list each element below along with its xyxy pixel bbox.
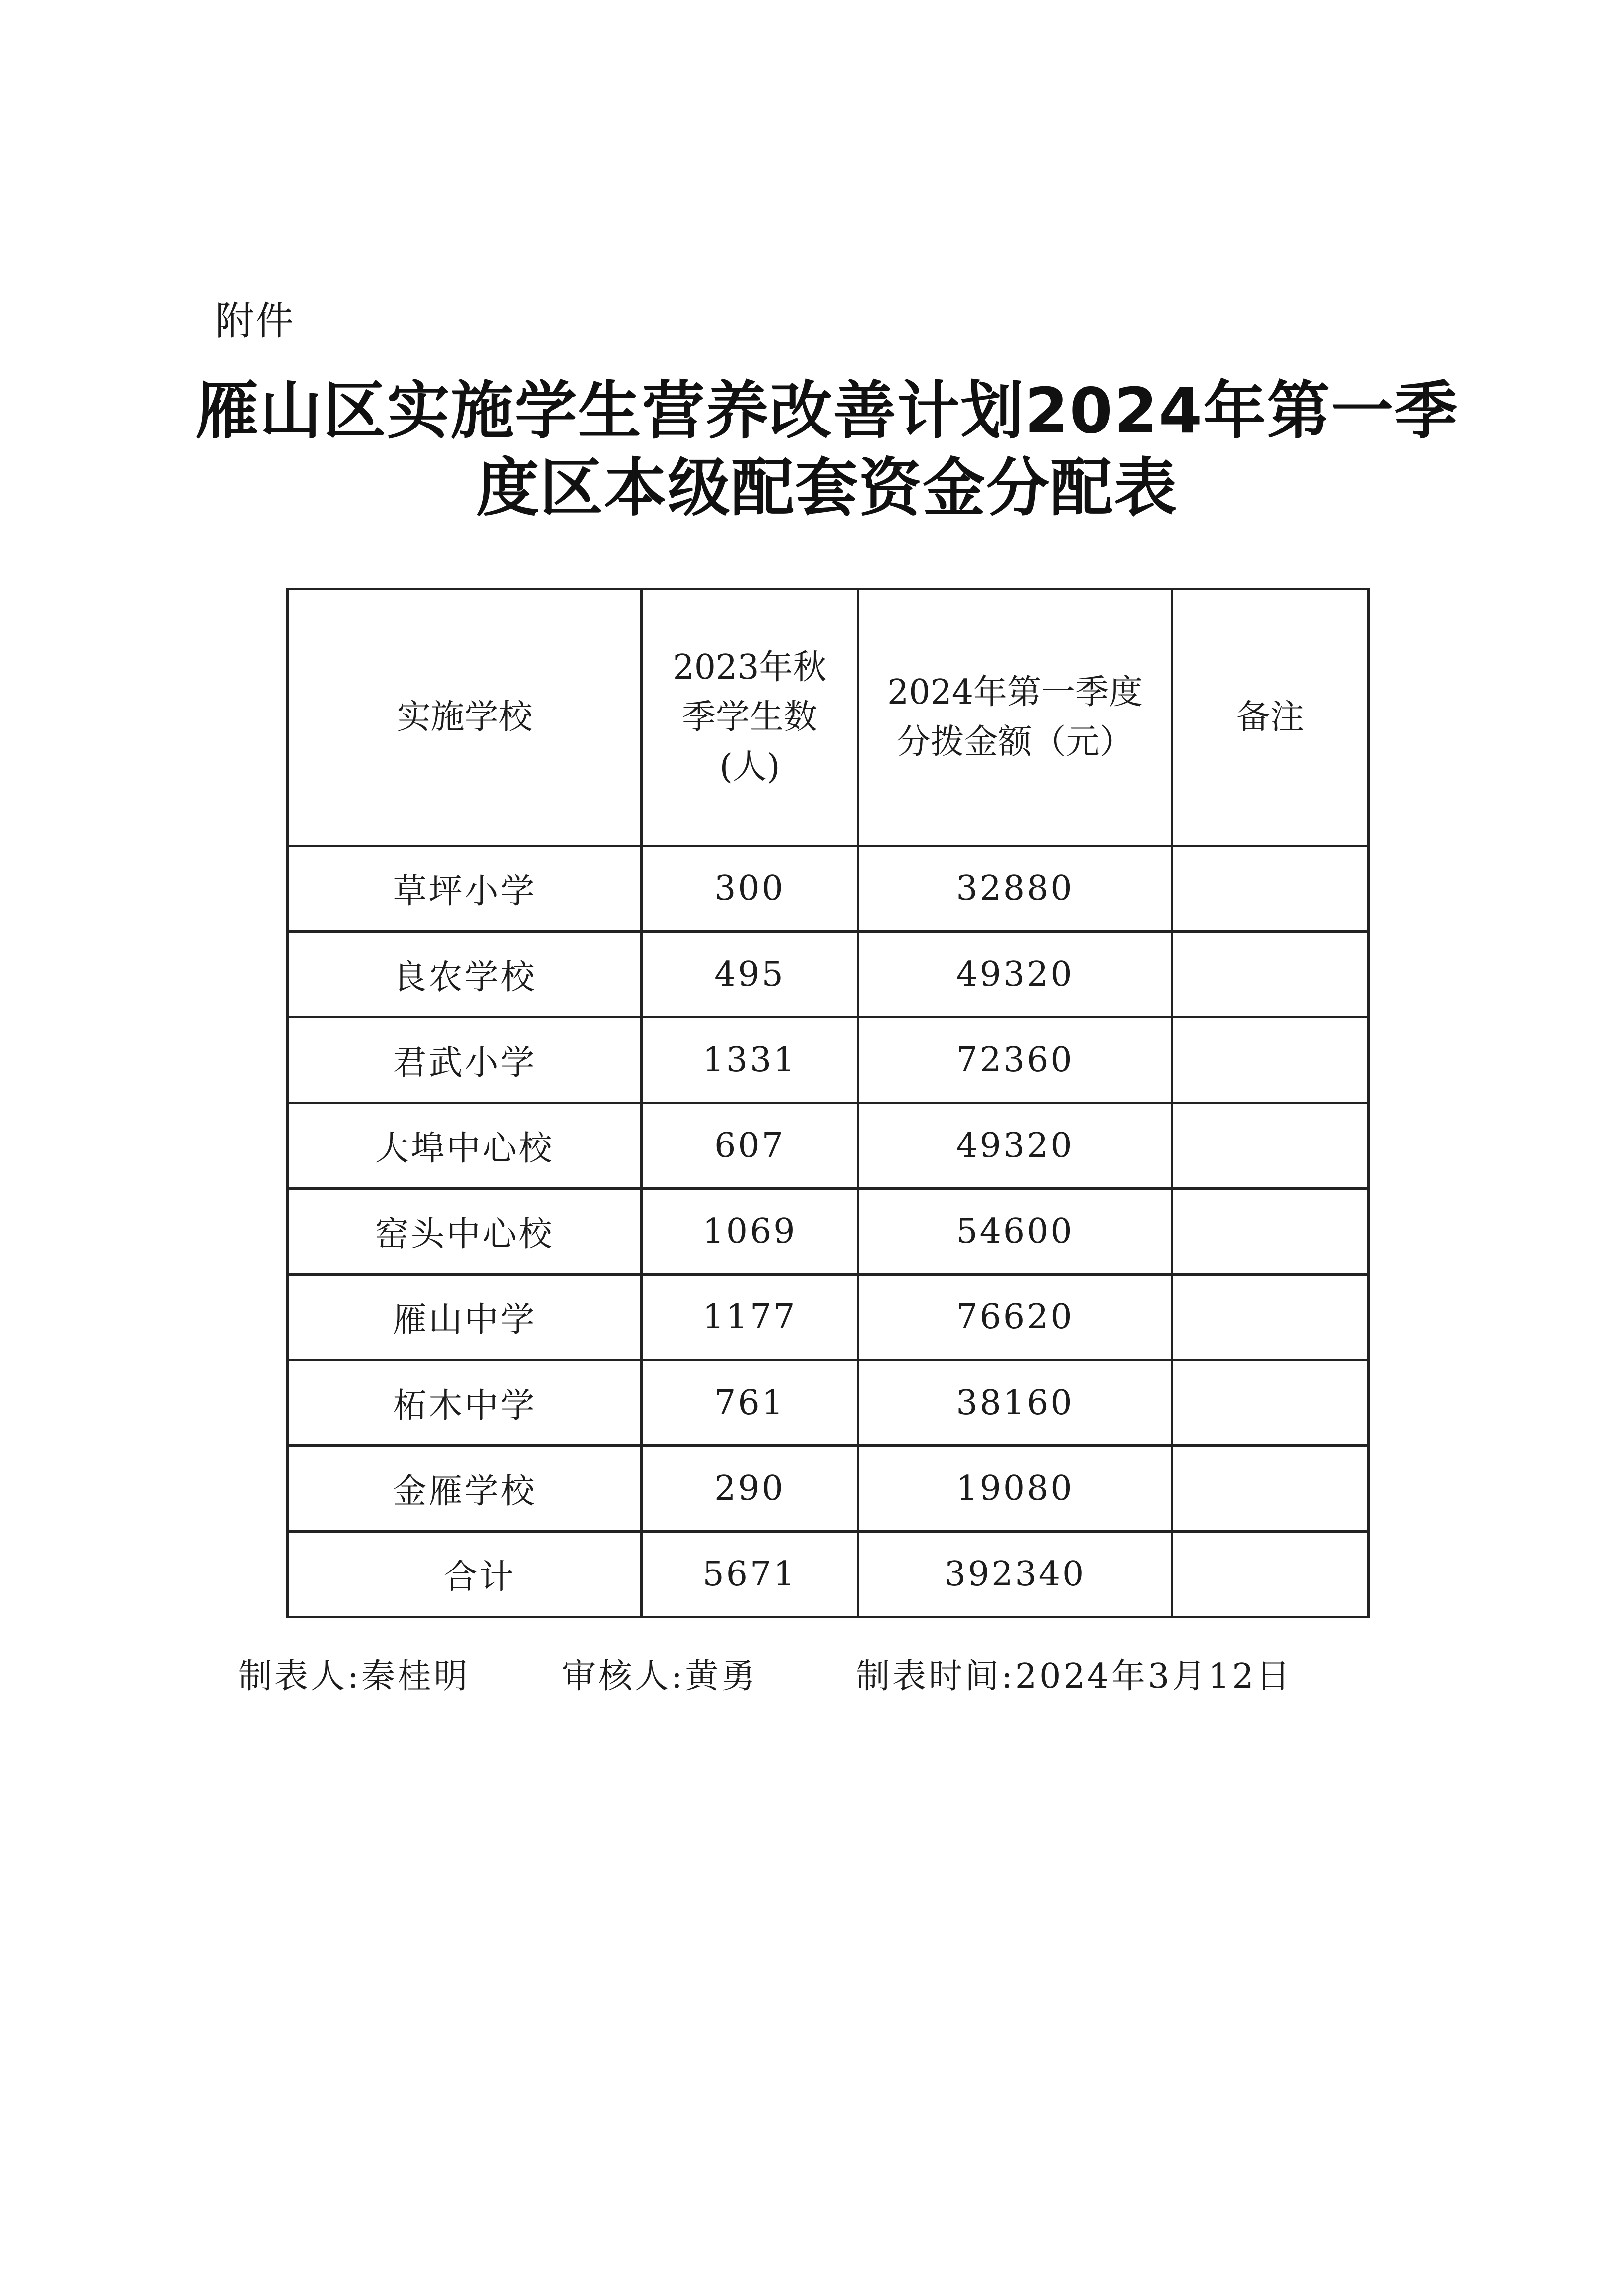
table-header-row <box>288 589 1369 846</box>
remark-cell <box>1172 846 1369 932</box>
remark-cell <box>1172 1017 1369 1103</box>
student-count: 290 <box>642 1446 858 1532</box>
table-row <box>288 1275 1369 1360</box>
school-name: 金雁学校 <box>288 1446 642 1532</box>
total-students: 5671 <box>642 1532 858 1617</box>
student-count: 1177 <box>642 1275 858 1360</box>
allocation-amount: 54600 <box>858 1189 1172 1275</box>
header-school: 实施学校 <box>288 589 642 846</box>
school-name: 大埠中心校 <box>288 1103 642 1189</box>
remark-cell <box>1172 932 1369 1017</box>
school-name: 君武小学 <box>288 1017 642 1103</box>
allocation-amount: 76620 <box>858 1275 1172 1360</box>
header-amount: 2024年第一季度分拨金额（元） <box>858 589 1172 846</box>
school-name: 雁山中学 <box>288 1275 642 1360</box>
remark-cell <box>1172 1446 1369 1532</box>
table-row <box>288 1360 1369 1446</box>
student-count: 495 <box>642 932 858 1017</box>
school-name: 柘木中学 <box>288 1360 642 1446</box>
student-count: 1069 <box>642 1189 858 1275</box>
table-row <box>288 1189 1369 1275</box>
allocation-amount: 49320 <box>858 932 1172 1017</box>
table-row <box>288 932 1369 1017</box>
school-name: 窑头中心校 <box>288 1189 642 1275</box>
remark-cell <box>1172 1275 1369 1360</box>
preparer-label: 制表人:秦桂明 <box>238 1657 470 1696</box>
table-row <box>288 1103 1369 1189</box>
table-row <box>288 1017 1369 1103</box>
allocation-amount: 19080 <box>858 1446 1172 1532</box>
total-label: 合计 <box>288 1532 642 1617</box>
remark-cell <box>1172 1189 1369 1275</box>
reviewer-label: 审核人:黄勇 <box>562 1657 758 1696</box>
allocation-amount: 49320 <box>858 1103 1172 1189</box>
total-row <box>288 1532 1369 1617</box>
school-name: 良农学校 <box>288 932 642 1017</box>
total-amount: 392340 <box>858 1532 1172 1617</box>
total-remark <box>1172 1532 1369 1617</box>
table-row <box>288 1446 1369 1532</box>
remark-cell <box>1172 1103 1369 1189</box>
table-row <box>288 846 1369 932</box>
attachment-label: 附件 <box>215 299 295 344</box>
school-name: 草坪小学 <box>288 846 642 932</box>
header-students: 2023年秋季学生数(人) <box>642 589 858 846</box>
student-count: 761 <box>642 1360 858 1446</box>
allocation-table <box>286 588 1370 1618</box>
prepared-date: 制表时间:2024年3月12日 <box>856 1657 1293 1696</box>
student-count: 607 <box>642 1103 858 1189</box>
allocation-amount: 32880 <box>858 846 1172 932</box>
header-remark: 备注 <box>1172 589 1369 846</box>
allocation-amount: 38160 <box>858 1360 1172 1446</box>
allocation-amount: 72360 <box>858 1017 1172 1103</box>
document-title-line-2: 度区本级配套资金分配表 <box>476 451 1178 525</box>
document-title-line-1: 雁山区实施学生营养改善计划2024年第一季 <box>195 374 1459 447</box>
student-count: 1331 <box>642 1017 858 1103</box>
student-count: 300 <box>642 846 858 932</box>
remark-cell <box>1172 1360 1369 1446</box>
